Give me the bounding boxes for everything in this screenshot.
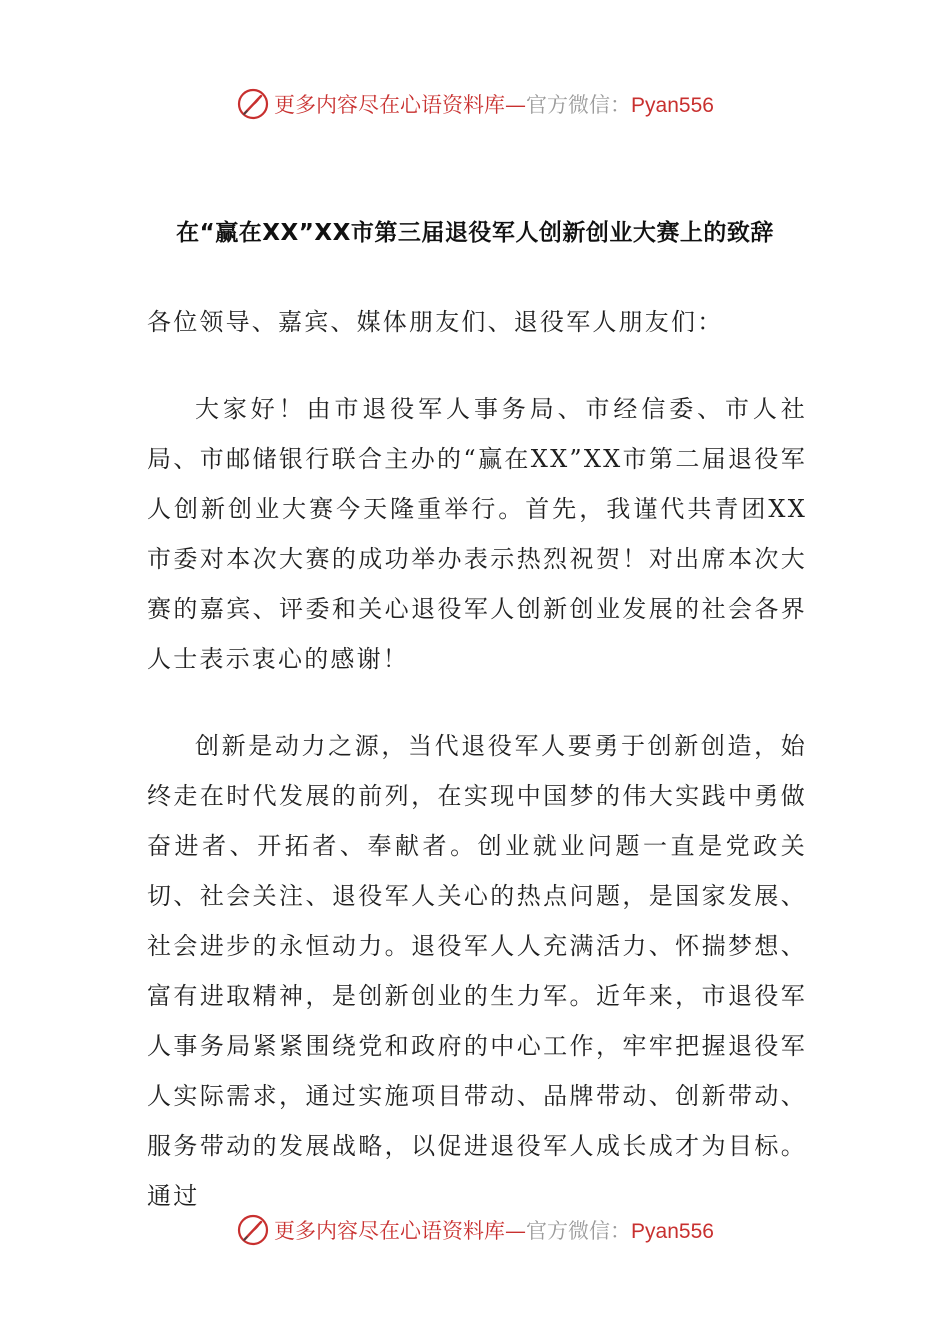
- paragraph-2: 创新是动力之源，当代退役军人要勇于创新创造，始终走在时代发展的前列，在实现中国梦的伟大实践中勇做奋进者、开拓者、奉献者。创业就业问题一直是党政关切、社会关注、退役军人关心的热点问题，是国家发展、社会进步的永恒动力。退役军人人充满活力、怀揣梦想、富有进取精神，是创新创业的生力军。近年来，市退役军人事务局紧紧围绕党和政府的中心工作，牢牢把握退役军人实际需求，通过实施项目带动、品牌带动、创新带动、服务带动的发展战略，以促进退役军人成长成才为目标。通过: [147, 732, 807, 1210]
- banner-text: [274, 89, 714, 119]
- banner-wechat-label: 官方微信：: [526, 93, 632, 117]
- banner-wechat-label: 官方微信：: [526, 1219, 632, 1243]
- banner-dash: —: [505, 1219, 527, 1243]
- document-title: 在“赢在XX”XX市第三届退役军人创新创业大赛上的致辞: [176, 220, 774, 246]
- paragraph-1: 大家好！由市退役军人事务局、市经信委、市人社局、市邮储银行联合主办的“赢在XX”XX市第二届退役军人创新创业大赛今天隆重举行。首先，我谨代共青团XX市委对本次大赛的成功举办表示热烈祝贺！对出席本次大赛的嘉宾、评委和关心退役军人创新创业发展的社会各界人士表示衷心的感谢！: [147, 395, 807, 673]
- header-banner: [0, 84, 950, 124]
- quill-logo-icon: [236, 87, 270, 121]
- footer-banner: [0, 1210, 950, 1250]
- banner-text: [274, 1215, 714, 1245]
- banner-site-text: 更多内容尽在心语资料库: [274, 1219, 506, 1243]
- banner-dash: —: [505, 93, 527, 117]
- banner-site-text: 更多内容尽在心语资料库: [274, 93, 506, 117]
- banner-wechat-id: Pyan556: [631, 1220, 714, 1243]
- quill-logo-icon: [236, 1213, 270, 1247]
- banner-wechat-id: Pyan556: [631, 94, 714, 117]
- document-body: [147, 297, 807, 1221]
- greeting: 各位领导、嘉宾、媒体朋友们、退役军人朋友们：: [147, 308, 724, 336]
